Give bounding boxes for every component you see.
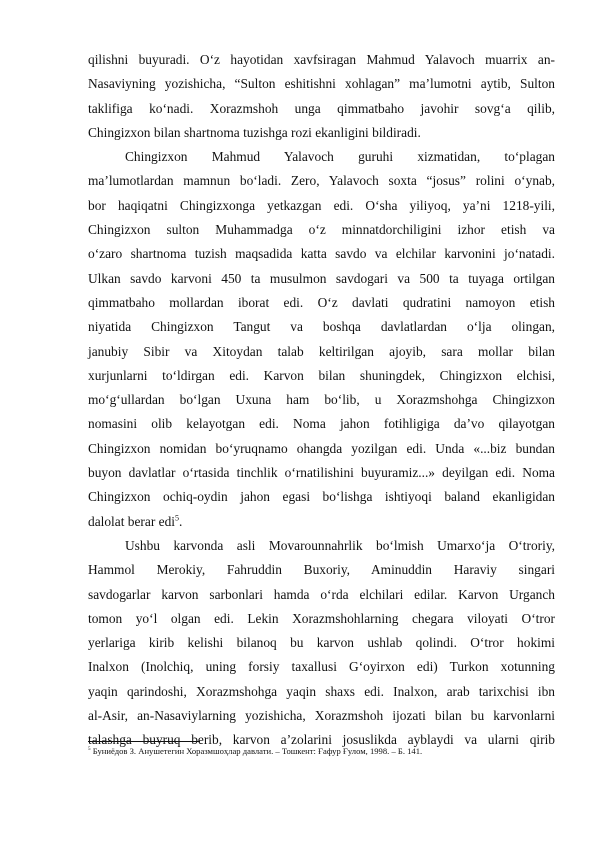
text-line: Ulkan savdo karvoni 450 ta musulmon savdogari va 500 ta tuyaga ortilgan <box>88 270 555 286</box>
footnote-text: Буниёдов З. Анушетегин Хоразмшоҳлар давлати. – Тошкент: Ғафур Ғулом, 1998. – Б. 141. <box>90 746 423 756</box>
text-line: yaqin qarindoshi, Xorazmshohga yaqin shaxs edi. Inalxon, arab tarixchisi ibn <box>88 683 555 699</box>
text-line: niyatida Chingizxon Tangut va boshqa davlatlardan o‘lja olingan, <box>88 319 555 335</box>
text-line: ma’lumotlardan mamnun bo‘ladi. Zero, Yalavoch soxta “josus” rolini o‘ynab, <box>88 173 555 189</box>
text-line: Chingizxon nomidan bo‘yruqnamo ohangda yozilgan edi. Unda «...biz bundan <box>88 440 555 456</box>
text-line: Chingizxon ochiq-oydin jahon egasi bo‘lishga ishtiyoqi baland ekanligidan <box>88 489 555 505</box>
footnote <box>88 745 422 757</box>
text-line: savdogarlar karvon sarbonlari hamda o‘rda elchilari edilar. Karvon Urganch <box>88 586 555 602</box>
text-line: Chingizxon Mahmud Yalavoch guruhi xizmatidan, to‘plagan <box>125 149 555 165</box>
text-line: talashga buyruq berib, karvon a’zolarini josuslikda ayblaydi va ularni qirib <box>88 732 555 748</box>
footnote-divider <box>88 741 200 742</box>
text-line: xurjunlarni to‘ldirgan edi. Karvon bilan shuningdek, Chingizxon elchisi, <box>88 367 555 383</box>
text-line: janubiy Sibir va Xitoydan talab keltirilgan ajoyib, sara mollar bilan <box>88 343 555 359</box>
text-line: yerlariga kirib kelishi bilanoq bu karvon ushlab qolindi. O‘tror hokimi <box>88 635 555 651</box>
text-line: dalolat berar edi$^5$. <box>88 513 183 529</box>
footnote-mark: 5 <box>88 746 91 753</box>
footnote-reference: 5 <box>175 513 180 523</box>
text-line: mo‘g‘ullardan bo‘lgan Uxuna ham bo‘lib, u Xorazmshohga Chingizxon <box>88 392 555 408</box>
text-line: Inalxon (Inolchiq, uning forsiy taxallusi G‘oyirxon edi) Turkon xotunning <box>88 659 555 675</box>
text-line: tomon yo‘l olgan edi. Lekin Xorazmshohlarning chegara viloyati O‘tror <box>88 610 555 626</box>
page-body <box>88 48 555 753</box>
text-line: qilishni buyuradi. O‘z hayotidan xavfsiragan Mahmud Yalavoch muarrix an- <box>88 52 555 67</box>
text-line: qimmatbaho mollardan iborat edi. O‘z davlati qudratini namoyon etish <box>88 294 555 310</box>
text-line: Chingizxon sulton Muhammadga o‘z minnatdorchiligini izhor etish va <box>88 222 555 238</box>
text-line: Nasaviyning yozishicha, “Sulton eshitishni xohlagan” ma’lumotni aytib, Sulton <box>88 76 555 92</box>
text-line: Ushbu karvonda asli Movarounnahrlik bo‘lmish Umarxo‘ja O‘troriy, <box>125 537 555 553</box>
text-line: Hammol Merokiy, Fahruddin Buxoriy, Aminuddin Haraviy singari <box>88 562 555 578</box>
text-line: Chingizxon bilan shartnoma tuzishga rozi ekanligini bildiradi. <box>88 124 421 140</box>
text-line: o‘zaro shartnoma tuzish maqsadida katta savdo va elchilar karvonini jo‘natadi. <box>88 246 555 262</box>
text-line: buyon davlatlar o‘rtasida tinchlik o‘rnatilishini buyuramiz...» deyilgan edi. Noma <box>88 465 555 481</box>
text-line: nomasini olib kelayotgan edi. Noma jahon fotihligiga da’vo qilayotgan <box>88 416 555 432</box>
text-line: taklifiga ko‘nadi. Xorazmshoh unga qimmatbaho javohir sovg‘a qilib, <box>88 100 555 116</box>
text-line: bor haqiqatni Chingizxonga yetkazgan edi. O‘sha yiliyoq, ya’ni 1218-yili, <box>88 197 555 213</box>
text-line: al-Asir, an-Nasaviylarning yozishicha, Xorazmshoh ijozati bilan bu karvonlarni <box>88 708 555 724</box>
